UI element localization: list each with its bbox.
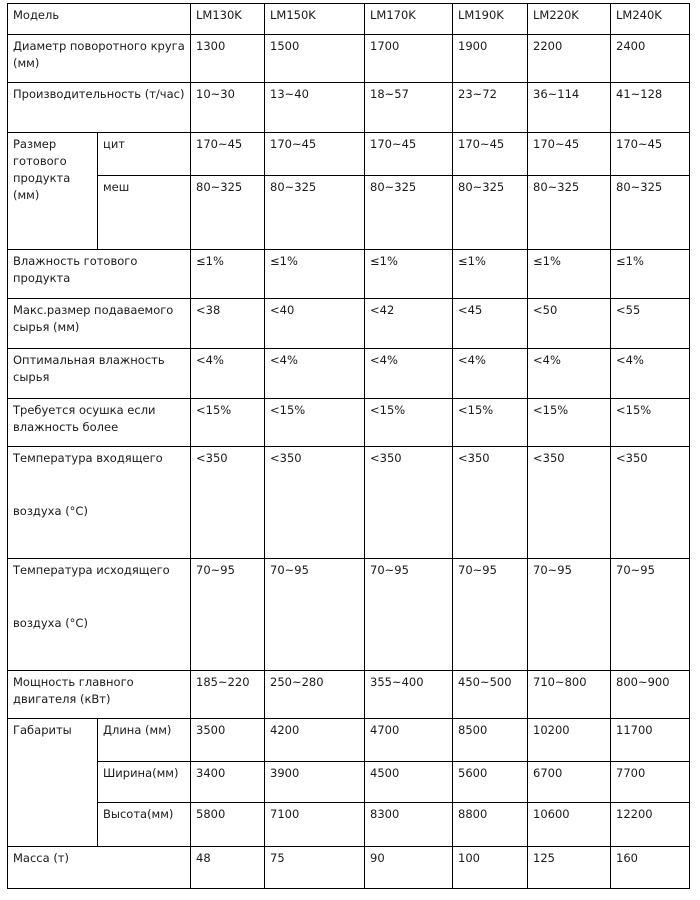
- table-cell: 1900: [453, 35, 528, 83]
- table-row: [8, 250, 690, 299]
- row-label: Влажность готового продукта: [8, 250, 191, 299]
- table-cell: 70~95: [265, 559, 365, 671]
- table-cell: 170~45: [365, 133, 453, 176]
- table-cell: 70~95: [528, 559, 611, 671]
- table-cell: 2400: [611, 35, 690, 83]
- table-cell: 3500: [191, 719, 265, 762]
- table-cell: 8800: [453, 803, 528, 847]
- sub-label: цит: [98, 133, 191, 176]
- table-cell: <15%: [611, 399, 690, 447]
- table-cell: 800~900: [611, 671, 690, 719]
- table-cell: 355~400: [365, 671, 453, 719]
- table-row: [8, 803, 690, 847]
- model-header: LM220K: [528, 4, 611, 35]
- table-cell: <55: [611, 299, 690, 349]
- model-header: LM240K: [611, 4, 690, 35]
- table-cell: 250~280: [265, 671, 365, 719]
- table-row: [8, 176, 690, 250]
- row-label: Диаметр поворотного круга (мм): [8, 35, 191, 83]
- spec-table: [7, 3, 690, 889]
- table-cell: <350: [365, 447, 453, 559]
- table-cell: 8300: [365, 803, 453, 847]
- table-row: [8, 299, 690, 349]
- table-cell: 10600: [528, 803, 611, 847]
- table-cell: 1700: [365, 35, 453, 83]
- table-cell: 170~45: [265, 133, 365, 176]
- table-row: [8, 671, 690, 719]
- row-label-line: Температура входящего: [13, 451, 163, 465]
- table-cell: ≤1%: [265, 250, 365, 299]
- table-cell: 170~45: [453, 133, 528, 176]
- table-row: [8, 399, 690, 447]
- row-label-line: Температура исходящего: [13, 563, 170, 577]
- sub-label: Высота(мм): [98, 803, 191, 847]
- row-label: Габариты: [8, 719, 98, 847]
- model-header: LM150K: [265, 4, 365, 35]
- table-cell: 36~114: [528, 83, 611, 133]
- table-cell: 12200: [611, 803, 690, 847]
- row-label: Оптимальная влажность сырья: [8, 349, 191, 399]
- label-spacer: [13, 579, 185, 615]
- table-cell: 13~40: [265, 83, 365, 133]
- table-cell: <4%: [453, 349, 528, 399]
- row-label-line: воздуха (°C): [13, 616, 88, 630]
- table-row: [8, 447, 690, 559]
- table-row: [8, 35, 690, 83]
- table-cell: <4%: [611, 349, 690, 399]
- table-cell: 185~220: [191, 671, 265, 719]
- label-spacer: [13, 467, 185, 503]
- table-cell: 3900: [265, 762, 365, 803]
- table-cell: 80~325: [365, 176, 453, 250]
- table-cell: <4%: [365, 349, 453, 399]
- table-cell: 80~325: [528, 176, 611, 250]
- table-cell: 90: [365, 847, 453, 889]
- table-cell: <350: [528, 447, 611, 559]
- table-cell: ≤1%: [453, 250, 528, 299]
- model-header: LM190K: [453, 4, 528, 35]
- table-cell: 80~325: [453, 176, 528, 250]
- spec-document: [7, 3, 690, 889]
- table-cell: 70~95: [191, 559, 265, 671]
- table-cell: 170~45: [611, 133, 690, 176]
- table-cell: 70~95: [365, 559, 453, 671]
- table-cell: 4700: [365, 719, 453, 762]
- row-label: Размер готового продукта (мм): [8, 133, 98, 250]
- table-cell: 48: [191, 847, 265, 889]
- table-cell: 80~325: [265, 176, 365, 250]
- table-cell: <42: [365, 299, 453, 349]
- table-cell: 5600: [453, 762, 528, 803]
- table-cell: 170~45: [191, 133, 265, 176]
- table-cell: 6700: [528, 762, 611, 803]
- table-row: [8, 847, 690, 889]
- model-header: LM170K: [365, 4, 453, 35]
- table-cell: <350: [453, 447, 528, 559]
- table-cell: 7100: [265, 803, 365, 847]
- table-cell: 70~95: [453, 559, 528, 671]
- table-cell: 170~45: [528, 133, 611, 176]
- row-label: Масса (т): [8, 847, 191, 889]
- table-cell: 41~128: [611, 83, 690, 133]
- header-row: [8, 4, 690, 35]
- table-cell: 7700: [611, 762, 690, 803]
- table-cell: <40: [265, 299, 365, 349]
- table-cell: 18~57: [365, 83, 453, 133]
- table-cell: ≤1%: [528, 250, 611, 299]
- table-row: [8, 133, 690, 176]
- row-label: [8, 559, 191, 671]
- table-cell: <4%: [265, 349, 365, 399]
- table-cell: 3400: [191, 762, 265, 803]
- table-cell: <50: [528, 299, 611, 349]
- sub-label: меш: [98, 176, 191, 250]
- table-cell: <4%: [191, 349, 265, 399]
- table-cell: 450~500: [453, 671, 528, 719]
- table-cell: 70~95: [611, 559, 690, 671]
- table-cell: ≤1%: [365, 250, 453, 299]
- table-cell: ≤1%: [611, 250, 690, 299]
- table-cell: <4%: [528, 349, 611, 399]
- row-label: Требуется осушка если влажность более: [8, 399, 191, 447]
- table-cell: <350: [191, 447, 265, 559]
- table-row: [8, 559, 690, 671]
- table-cell: <350: [611, 447, 690, 559]
- row-label: Мощность главного двигателя (кВт): [8, 671, 191, 719]
- sub-label: Ширина(мм): [98, 762, 191, 803]
- table-row: [8, 719, 690, 762]
- table-cell: 4500: [365, 762, 453, 803]
- table-cell: <15%: [528, 399, 611, 447]
- table-cell: 160: [611, 847, 690, 889]
- table-cell: 2200: [528, 35, 611, 83]
- sub-label: Длина (мм): [98, 719, 191, 762]
- table-row: [8, 762, 690, 803]
- table-cell: <15%: [265, 399, 365, 447]
- table-cell: 23~72: [453, 83, 528, 133]
- header-label: Модель: [8, 4, 191, 35]
- table-cell: 11700: [611, 719, 690, 762]
- model-header: LM130K: [191, 4, 265, 35]
- table-cell: <15%: [453, 399, 528, 447]
- table-cell: 1500: [265, 35, 365, 83]
- table-cell: 8500: [453, 719, 528, 762]
- table-cell: ≤1%: [191, 250, 265, 299]
- table-cell: 10~30: [191, 83, 265, 133]
- table-cell: <38: [191, 299, 265, 349]
- row-label-line: воздуха (°C): [13, 504, 88, 518]
- table-cell: <45: [453, 299, 528, 349]
- table-row: [8, 349, 690, 399]
- table-cell: 75: [265, 847, 365, 889]
- row-label: [8, 447, 191, 559]
- row-label: Макс.размер подаваемого сырья (мм): [8, 299, 191, 349]
- table-cell: 100: [453, 847, 528, 889]
- table-cell: 4200: [265, 719, 365, 762]
- table-cell: 125: [528, 847, 611, 889]
- table-cell: 1300: [191, 35, 265, 83]
- table-cell: <15%: [365, 399, 453, 447]
- table-cell: 710~800: [528, 671, 611, 719]
- table-cell: <15%: [191, 399, 265, 447]
- row-label: Производительность (т/час): [8, 83, 191, 133]
- table-cell: 5800: [191, 803, 265, 847]
- table-row: [8, 83, 690, 133]
- table-cell: 80~325: [611, 176, 690, 250]
- table-cell: 10200: [528, 719, 611, 762]
- table-cell: 80~325: [191, 176, 265, 250]
- table-cell: <350: [265, 447, 365, 559]
